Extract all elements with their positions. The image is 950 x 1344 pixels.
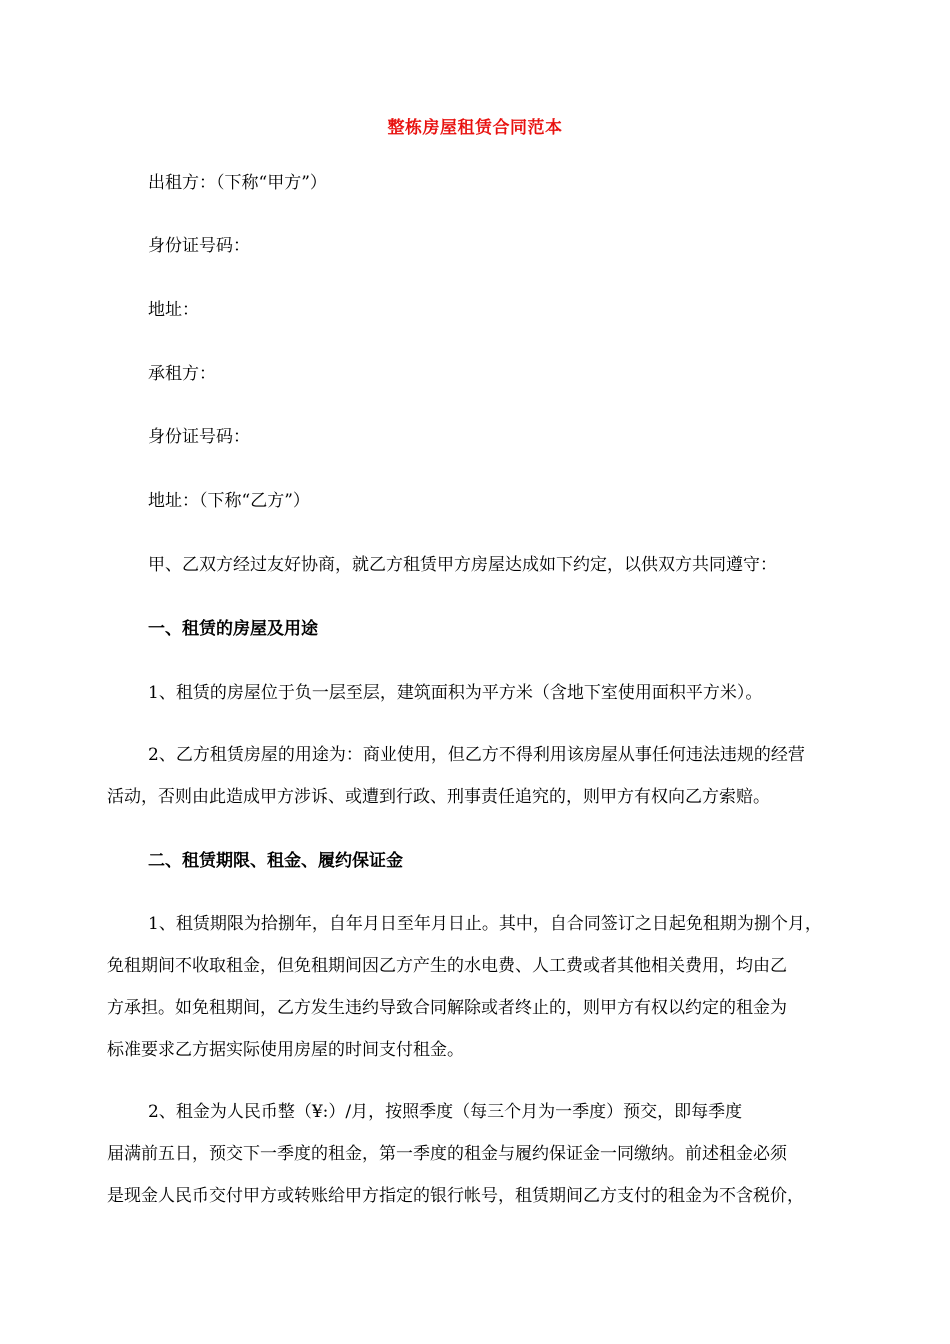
lessor-id-line: 身份证号码： <box>148 236 250 256</box>
intro-paragraph: 甲、乙双方经过友好协商，就乙方租赁甲方房屋达成如下约定，以供双方共同遵守： <box>148 555 777 575</box>
section2-item1-line1: 1、租赁期限为拾捌年，自年月日至年月日止。其中，自合同签订之日起免租期为捌个月， <box>148 914 822 934</box>
section1-heading: 一、租赁的房屋及用途 <box>148 619 318 639</box>
section2-item2-line1: 2、租金为人民币整（¥:）/月，按照季度（每三个月为一季度）预交，即每季度 <box>148 1102 743 1122</box>
section2-item2-line3: 是现金人民币交付甲方或转账给甲方指定的银行帐号，租赁期间乙方支付的租金为不含税价， <box>107 1186 804 1206</box>
section1-item2-line2: 活动，否则由此造成甲方涉诉、或遭到行政、刑事责任追究的，则甲方有权向乙方索赔。 <box>107 787 770 807</box>
document-title: 整栋房屋租赁合同范本 <box>387 118 563 138</box>
lessor-address-line: 地址： <box>148 300 199 320</box>
section2-item1-line3: 方承担。如免租期间，乙方发生违约导致合同解除或者终止的，则甲方有权以约定的租金为 <box>107 998 787 1018</box>
lessee-line: 承租方： <box>148 364 216 384</box>
section1-item1: 1、租赁的房屋位于负一层至层，建筑面积为平方米（含地下室使用面积平方米）。 <box>148 683 763 703</box>
lessee-address-line: 地址：（下称“乙方”） <box>148 491 310 511</box>
section2-item2-line2: 届满前五日，预交下一季度的租金，第一季度的租金与履约保证金一同缴纳。前述租金必须 <box>107 1144 787 1164</box>
section2-heading: 二、租赁期限、租金、履约保证金 <box>148 851 403 871</box>
lessee-id-line: 身份证号码： <box>148 427 250 447</box>
section2-item1-line2: 免租期间不收取租金，但免租期间因乙方产生的水电费、人工费或者其他相关费用，均由乙 <box>107 956 787 976</box>
section2-item1-line4: 标准要求乙方据实际使用房屋的时间支付租金。 <box>107 1040 464 1060</box>
section1-item2-line1: 2、乙方租赁房屋的用途为：商业使用，但乙方不得利用该房屋从事任何违法违规的经营 <box>148 745 805 765</box>
lessor-line: 出租方：（下称“甲方”） <box>148 173 327 193</box>
